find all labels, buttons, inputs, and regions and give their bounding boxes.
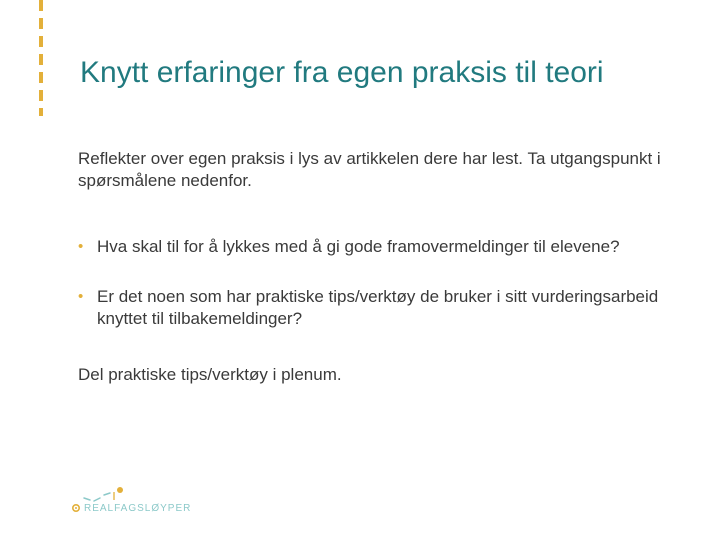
closing-text: Del praktiske tips/verktøy i plenum. — [78, 365, 342, 384]
slide-title: Knytt erfaringer fra egen praksis til teori — [80, 56, 604, 89]
question-list — [78, 236, 678, 330]
accent-bar — [39, 0, 43, 116]
bullet-text: Hva skal til for å lykkes med å gi gode framovermeldinger til elevene? — [97, 237, 620, 256]
bullet-item — [78, 236, 678, 258]
bullet-text: Er det noen som har praktiske tips/verktøy de bruker i sitt vurderingsarbeid knyttet til tilbakemeldinger? — [97, 287, 659, 328]
bullet-icon: • — [78, 288, 84, 305]
intro-text: Reflekter over egen praksis i lys av artikkelen dere har lest. Ta utgangspunkt i spørsmålene nedenfor. — [78, 149, 661, 190]
bullet-icon: • — [78, 238, 84, 255]
logo-text: REALFAGSLØYPER — [84, 503, 192, 514]
bullet-item — [78, 286, 678, 330]
slide-content — [78, 148, 678, 386]
